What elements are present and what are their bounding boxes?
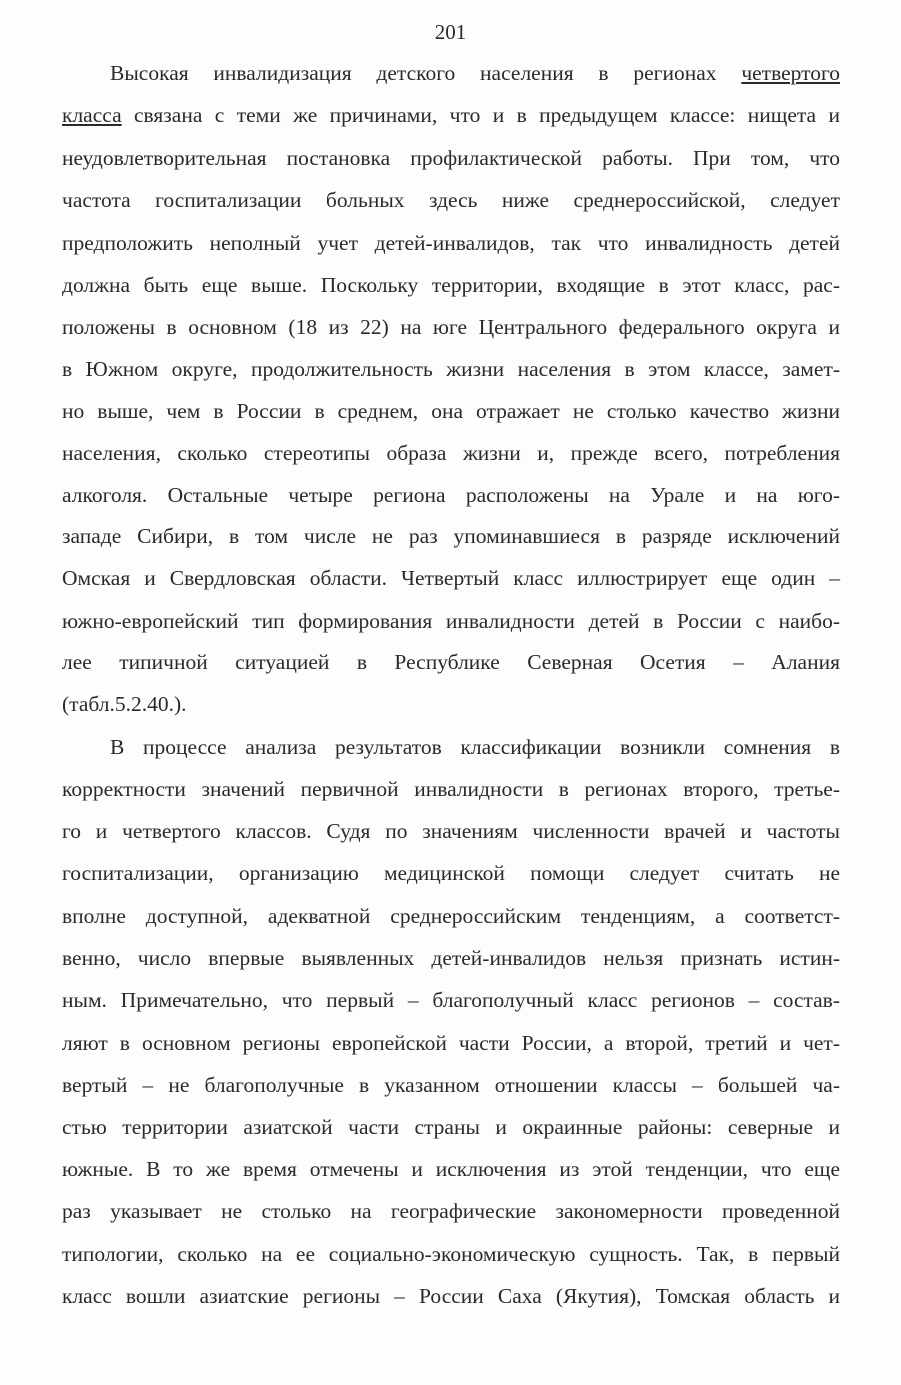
paragraph-line: вертый – не благополучные в указанном отношении классы – большей ча-	[62, 1073, 840, 1097]
paragraph-line: корректности значений первичной инвалидности в регионах второго, третье-	[62, 777, 840, 801]
paragraph-line: частота госпитализации больных здесь ниже среднероссийской, следует	[62, 188, 840, 212]
paragraph-line: в Южном округе, продолжительность жизни населения в этом классе, замет-	[62, 357, 840, 381]
paragraph-line: ным. Примечательно, что первый – благополучный класс регионов – состав-	[62, 988, 840, 1012]
paragraph-line: населения, сколько стереотипы образа жизни и, прежде всего, потребления	[62, 441, 840, 465]
paragraph-line: госпитализации, организацию медицинской помощи следует считать не	[62, 861, 840, 885]
paragraph-line: предположить неполный учет детей-инвалидов, так что инвалидность детей	[62, 231, 840, 255]
paragraph-line: должна быть еще выше. Поскольку территории, входящие в этот класс, рас-	[62, 273, 840, 297]
paragraph-line: неудовлетворительная постановка профилактической работы. При том, что	[62, 146, 840, 170]
paragraph-line: стью территории азиатской части страны и окраинные районы: северные и	[62, 1115, 840, 1139]
paragraph-line: западе Сибири, в том числе не раз упоминавшиеся в разряде исключений	[62, 524, 840, 548]
paragraph-line: (табл.5.2.40.).	[62, 692, 187, 716]
paragraph-line: алкоголя. Остальные четыре региона расположены на Урале и на юго-	[62, 483, 840, 507]
paragraph-line: типологии, сколько на ее социально-экономическую сущность. Так, в первый	[62, 1242, 840, 1266]
paragraph-line: вполне доступной, адекватной среднероссийским тенденциям, а соответст-	[62, 904, 840, 928]
paragraph-line: ляют в основном регионы европейской части России, а второй, третий и чет-	[62, 1031, 840, 1055]
underlined-word: класса	[62, 103, 122, 127]
paragraph-line: венно, число впервые выявленных детей-инвалидов нельзя признать истин-	[62, 946, 840, 970]
paragraph-line: Омская и Свердловская области. Четвертый класс иллюстрирует еще один –	[62, 566, 840, 590]
paragraph-line: лее типичной ситуацией в Республике Северная Осетия – Алания	[62, 650, 840, 674]
paragraph-line: южные. В то же время отмечены и исключения из этой тенденции, что еще	[62, 1157, 840, 1181]
underlined-word: четвертого	[741, 61, 840, 85]
paragraph-line: го и четвертого классов. Судя по значениям численности врачей и частоты	[62, 819, 840, 843]
paragraph-line: В процессе анализа результатов классификации возникли сомнения в	[110, 735, 840, 759]
paragraph-line: южно-европейский тип формирования инвалидности детей в России с наибо-	[62, 609, 840, 633]
paragraph-line: класса связана с теми же причинами, что и в предыдущем классе: нищета и	[62, 103, 840, 127]
paragraph-line: положены в основном (18 из 22) на юге Центрального федерального округа и	[62, 315, 840, 339]
line-text-start: Высокая инвалидизация детского населения в регионах четвертого	[110, 61, 840, 85]
paragraph-line: но выше, чем в России в среднем, она отражает не столько качество жизни	[62, 399, 840, 423]
paragraph-line: класс вошли азиатские регионы – России Саха (Якутия), Томская область и	[62, 1284, 840, 1308]
page-number: 201	[434, 20, 467, 44]
paragraph-line	[110, 58, 840, 88]
paragraph-line: раз указывает не столько на географические закономерности проведенной	[62, 1199, 840, 1223]
